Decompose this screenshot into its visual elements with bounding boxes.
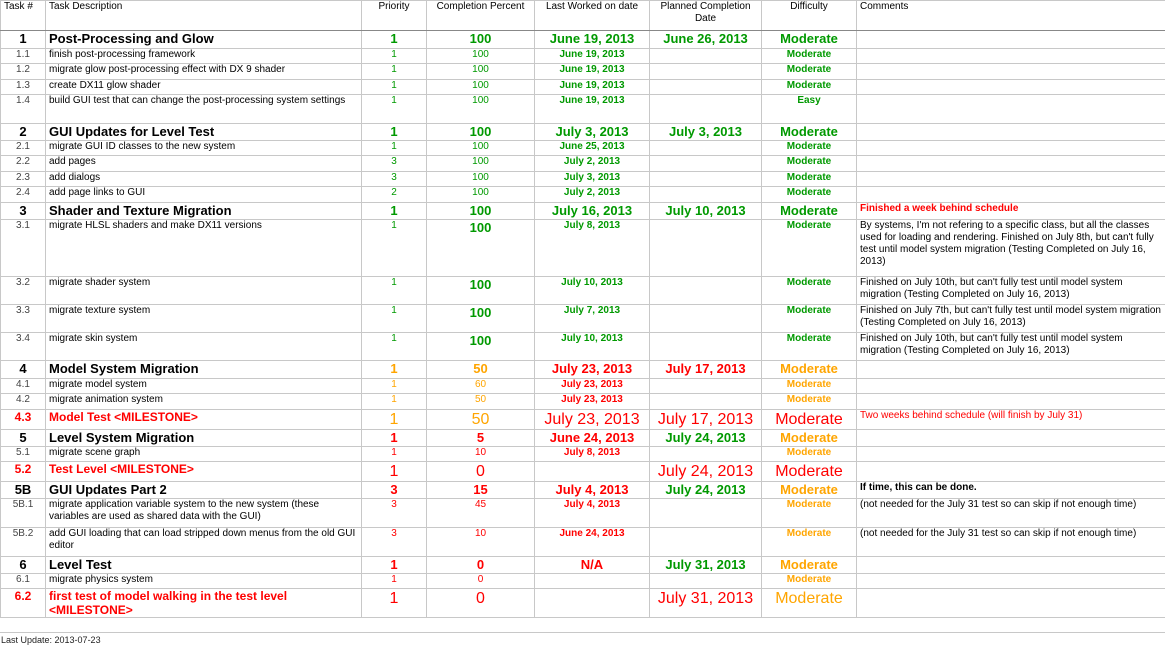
cell-completion[interactable]: 100: [427, 156, 535, 172]
cell-difficulty[interactable]: Moderate: [762, 588, 857, 618]
cell-completion[interactable]: 100: [427, 332, 535, 360]
cell-difficulty[interactable]: Moderate: [762, 156, 857, 172]
cell-description[interactable]: Post-Processing and Glow: [46, 31, 362, 49]
cell-priority[interactable]: 1: [362, 49, 427, 64]
cell-priority[interactable]: 1: [362, 219, 427, 276]
cell-completion[interactable]: 100: [427, 124, 535, 141]
task-group-row: [1, 556, 1165, 573]
cell-task-id[interactable]: 1: [1, 31, 46, 49]
cell-completion[interactable]: 100: [427, 49, 535, 64]
table-row: [1, 80, 1165, 95]
cell-planned[interactable]: [650, 187, 762, 203]
cell-planned[interactable]: July 10, 2013: [650, 203, 762, 220]
cell-task-id[interactable]: 3: [1, 203, 46, 220]
cell-task-id[interactable]: 4: [1, 360, 46, 378]
cell-completion[interactable]: 60: [427, 378, 535, 393]
cell-last-worked[interactable]: July 23, 2013: [535, 378, 650, 393]
cell-planned[interactable]: July 17, 2013: [650, 409, 762, 429]
cell-task-id[interactable]: 6.2: [1, 588, 46, 618]
cell-completion[interactable]: 100: [427, 95, 535, 124]
cell-difficulty[interactable]: Moderate: [762, 573, 857, 588]
cell-difficulty[interactable]: Moderate: [762, 64, 857, 80]
cell-priority[interactable]: 3: [362, 156, 427, 172]
header-task[interactable]: Task #: [1, 1, 46, 31]
cell-completion[interactable]: 100: [427, 203, 535, 220]
task-group-row: [1, 31, 1165, 49]
table-row: [1, 378, 1165, 393]
cell-task-id[interactable]: 2.4: [1, 187, 46, 203]
cell-planned[interactable]: July 31, 2013: [650, 556, 762, 573]
table-row: [1, 141, 1165, 156]
cell-comments[interactable]: [857, 156, 1165, 172]
cell-comments[interactable]: [857, 461, 1165, 481]
header-row: [1, 1, 1165, 31]
cell-task-id[interactable]: 5.2: [1, 461, 46, 481]
header-comments[interactable]: Comments: [857, 1, 1165, 31]
cell-task-id[interactable]: 5B: [1, 481, 46, 498]
table-row: [1, 573, 1165, 588]
cell-priority[interactable]: 1: [362, 360, 427, 378]
header-priority[interactable]: Priority: [362, 1, 427, 31]
cell-last-worked[interactable]: June 24, 2013: [535, 527, 650, 556]
cell-comments[interactable]: [857, 588, 1165, 618]
cell-last-worked[interactable]: July 4, 2013: [535, 498, 650, 527]
cell-task-id[interactable]: 5B.2: [1, 527, 46, 556]
cell-description[interactable]: GUI Updates Part 2: [46, 481, 362, 498]
cell-planned[interactable]: [650, 276, 762, 304]
header-completion[interactable]: Completion Percent: [427, 1, 535, 31]
cell-planned[interactable]: [650, 141, 762, 156]
cell-difficulty[interactable]: Moderate: [762, 527, 857, 556]
table-row: [1, 187, 1165, 203]
table-row: [1, 172, 1165, 187]
cell-difficulty[interactable]: Moderate: [762, 332, 857, 360]
cell-priority[interactable]: 1: [362, 31, 427, 49]
cell-priority[interactable]: 1: [362, 429, 427, 446]
cell-planned[interactable]: [650, 49, 762, 64]
cell-last-worked[interactable]: June 25, 2013: [535, 141, 650, 156]
cell-difficulty[interactable]: Moderate: [762, 124, 857, 141]
cell-priority[interactable]: 1: [362, 393, 427, 409]
cell-priority[interactable]: 3: [362, 481, 427, 498]
cell-task-id[interactable]: 1.1: [1, 49, 46, 64]
cell-completion[interactable]: 100: [427, 31, 535, 49]
cell-priority[interactable]: 1: [362, 304, 427, 332]
cell-task-id[interactable]: 1.3: [1, 80, 46, 95]
cell-completion[interactable]: 100: [427, 80, 535, 95]
cell-difficulty[interactable]: Moderate: [762, 276, 857, 304]
cell-completion[interactable]: 100: [427, 276, 535, 304]
cell-description[interactable]: Model Test <MILESTONE>: [46, 409, 362, 429]
cell-description[interactable]: first test of model walking in the test level <MILESTONE>: [46, 588, 362, 618]
cell-planned[interactable]: July 3, 2013: [650, 124, 762, 141]
cell-planned[interactable]: [650, 498, 762, 527]
cell-planned[interactable]: [650, 446, 762, 461]
cell-planned[interactable]: [650, 378, 762, 393]
cell-last-worked[interactable]: [535, 573, 650, 588]
cell-last-worked[interactable]: July 3, 2013: [535, 124, 650, 141]
cell-completion[interactable]: 0: [427, 556, 535, 573]
cell-last-worked[interactable]: June 19, 2013: [535, 95, 650, 124]
task-group-row: [1, 124, 1165, 141]
cell-task-id[interactable]: 2: [1, 124, 46, 141]
cell-difficulty[interactable]: Moderate: [762, 556, 857, 573]
cell-comments[interactable]: [857, 378, 1165, 393]
cell-description[interactable]: add page links to GUI: [46, 187, 362, 203]
cell-description[interactable]: Level Test: [46, 556, 362, 573]
cell-completion[interactable]: 45: [427, 498, 535, 527]
cell-comments[interactable]: Finished a week behind schedule: [857, 203, 1165, 220]
footer-divider: [0, 632, 1165, 633]
cell-difficulty[interactable]: Moderate: [762, 429, 857, 446]
cell-description[interactable]: migrate scene graph: [46, 446, 362, 461]
cell-description[interactable]: migrate skin system: [46, 332, 362, 360]
table-row: [1, 95, 1165, 124]
cell-priority[interactable]: 1: [362, 409, 427, 429]
cell-priority[interactable]: 1: [362, 95, 427, 124]
cell-planned[interactable]: July 24, 2013: [650, 461, 762, 481]
cell-comments[interactable]: [857, 573, 1165, 588]
milestone-row: [1, 409, 1165, 429]
cell-priority[interactable]: 3: [362, 172, 427, 187]
cell-priority[interactable]: 1: [362, 556, 427, 573]
cell-description[interactable]: migrate physics system: [46, 573, 362, 588]
cell-priority[interactable]: 1: [362, 332, 427, 360]
cell-priority[interactable]: 1: [362, 64, 427, 80]
cell-comments[interactable]: [857, 124, 1165, 141]
cell-description[interactable]: build GUI test that can change the post-processing system settings: [46, 95, 362, 124]
cell-last-worked[interactable]: [535, 461, 650, 481]
cell-difficulty[interactable]: Moderate: [762, 203, 857, 220]
cell-priority[interactable]: 1: [362, 446, 427, 461]
cell-difficulty[interactable]: Easy: [762, 95, 857, 124]
cell-task-id[interactable]: 4.1: [1, 378, 46, 393]
cell-last-worked[interactable]: July 10, 2013: [535, 332, 650, 360]
cell-difficulty[interactable]: Moderate: [762, 446, 857, 461]
cell-description[interactable]: migrate shader system: [46, 276, 362, 304]
cell-last-worked[interactable]: [535, 588, 650, 618]
cell-comments[interactable]: [857, 360, 1165, 378]
cell-planned[interactable]: [650, 527, 762, 556]
cell-completion[interactable]: 15: [427, 481, 535, 498]
cell-completion[interactable]: 10: [427, 527, 535, 556]
cell-priority[interactable]: 1: [362, 276, 427, 304]
table-row: [1, 393, 1165, 409]
cell-completion[interactable]: 0: [427, 573, 535, 588]
cell-difficulty[interactable]: Moderate: [762, 360, 857, 378]
cell-comments[interactable]: [857, 141, 1165, 156]
cell-last-worked[interactable]: June 19, 2013: [535, 64, 650, 80]
cell-description[interactable]: Test Level <MILESTONE>: [46, 461, 362, 481]
task-group-row: [1, 481, 1165, 498]
cell-priority[interactable]: 1: [362, 573, 427, 588]
cell-difficulty[interactable]: Moderate: [762, 481, 857, 498]
cell-planned[interactable]: July 24, 2013: [650, 429, 762, 446]
cell-planned[interactable]: July 31, 2013: [650, 588, 762, 618]
cell-completion[interactable]: 0: [427, 588, 535, 618]
last-update-note: Last Update: 2013-07-23: [1, 635, 101, 645]
cell-description[interactable]: migrate model system: [46, 378, 362, 393]
cell-description[interactable]: migrate animation system: [46, 393, 362, 409]
cell-comments[interactable]: (not needed for the July 31 test so can skip if not enough time): [857, 527, 1165, 556]
cell-difficulty[interactable]: Moderate: [762, 498, 857, 527]
cell-task-id[interactable]: 3.2: [1, 276, 46, 304]
cell-difficulty[interactable]: Moderate: [762, 461, 857, 481]
cell-description[interactable]: migrate texture system: [46, 304, 362, 332]
milestone-row: [1, 461, 1165, 481]
cell-planned[interactable]: [650, 172, 762, 187]
cell-planned[interactable]: [650, 64, 762, 80]
cell-comments[interactable]: By systems, I'm not refering to a specific class, but all the classes used for loading and rendering. Finished on July 8th, but can't fully test until model system migration (Testing Completed on July 16, 2013): [857, 219, 1165, 276]
table-row: [1, 276, 1165, 304]
cell-completion[interactable]: 50: [427, 409, 535, 429]
cell-task-id[interactable]: 6: [1, 556, 46, 573]
header-description[interactable]: Task Description: [46, 1, 362, 31]
cell-last-worked[interactable]: July 10, 2013: [535, 276, 650, 304]
cell-last-worked[interactable]: July 23, 2013: [535, 393, 650, 409]
cell-task-id[interactable]: 4.3: [1, 409, 46, 429]
cell-difficulty[interactable]: Moderate: [762, 304, 857, 332]
cell-last-worked[interactable]: June 24, 2013: [535, 429, 650, 446]
cell-comments[interactable]: [857, 393, 1165, 409]
cell-last-worked[interactable]: July 23, 2013: [535, 409, 650, 429]
cell-completion[interactable]: 100: [427, 187, 535, 203]
cell-description[interactable]: migrate GUI ID classes to the new system: [46, 141, 362, 156]
table-row: [1, 332, 1165, 360]
cell-comments[interactable]: Two weeks behind schedule (will finish by July 31): [857, 409, 1165, 429]
cell-task-id[interactable]: 3.3: [1, 304, 46, 332]
cell-planned[interactable]: [650, 219, 762, 276]
cell-comments[interactable]: [857, 446, 1165, 461]
cell-description[interactable]: add pages: [46, 156, 362, 172]
cell-priority[interactable]: 2: [362, 187, 427, 203]
cell-completion[interactable]: 100: [427, 141, 535, 156]
cell-difficulty[interactable]: Moderate: [762, 409, 857, 429]
cell-difficulty[interactable]: Moderate: [762, 49, 857, 64]
cell-last-worked[interactable]: July 2, 2013: [535, 187, 650, 203]
cell-difficulty[interactable]: Moderate: [762, 378, 857, 393]
task-group-row: [1, 203, 1165, 220]
cell-priority[interactable]: 1: [362, 80, 427, 95]
cell-comments[interactable]: [857, 429, 1165, 446]
cell-description[interactable]: add GUI loading that can load stripped down menus from the old GUI editor: [46, 527, 362, 556]
cell-last-worked[interactable]: June 19, 2013: [535, 31, 650, 49]
cell-completion[interactable]: 100: [427, 172, 535, 187]
cell-priority[interactable]: 1: [362, 203, 427, 220]
cell-description[interactable]: migrate HLSL shaders and make DX11 versions: [46, 219, 362, 276]
cell-comments[interactable]: (not needed for the July 31 test so can skip if not enough time): [857, 498, 1165, 527]
table-row: [1, 49, 1165, 64]
task-rows: [1, 31, 1165, 618]
cell-comments[interactable]: [857, 172, 1165, 187]
cell-description[interactable]: create DX11 glow shader: [46, 80, 362, 95]
cell-last-worked[interactable]: July 2, 2013: [535, 156, 650, 172]
cell-last-worked[interactable]: July 3, 2013: [535, 172, 650, 187]
table-row: [1, 156, 1165, 172]
cell-comments[interactable]: [857, 95, 1165, 124]
cell-planned[interactable]: [650, 80, 762, 95]
cell-task-id[interactable]: 1.2: [1, 64, 46, 80]
header-planned[interactable]: Planned Completion Date: [650, 1, 762, 31]
cell-comments[interactable]: Finished on July 10th, but can't fully test until model system migration (Testing Completed on July 16, 2013): [857, 332, 1165, 360]
table-row: [1, 64, 1165, 80]
table-row: [1, 527, 1165, 556]
cell-planned[interactable]: [650, 95, 762, 124]
cell-priority[interactable]: 1: [362, 461, 427, 481]
cell-difficulty[interactable]: Moderate: [762, 172, 857, 187]
cell-task-id[interactable]: 5B.1: [1, 498, 46, 527]
cell-task-id[interactable]: 5.1: [1, 446, 46, 461]
cell-description[interactable]: add dialogs: [46, 172, 362, 187]
cell-task-id[interactable]: 4.2: [1, 393, 46, 409]
cell-difficulty[interactable]: Moderate: [762, 219, 857, 276]
cell-task-id[interactable]: 2.2: [1, 156, 46, 172]
cell-last-worked[interactable]: July 8, 2013: [535, 219, 650, 276]
cell-difficulty[interactable]: Moderate: [762, 187, 857, 203]
cell-description[interactable]: finish post-processing framework: [46, 49, 362, 64]
table-row: [1, 498, 1165, 527]
header-difficulty[interactable]: Difficulty: [762, 1, 857, 31]
cell-planned[interactable]: [650, 156, 762, 172]
cell-comments[interactable]: [857, 187, 1165, 203]
cell-completion[interactable]: 0: [427, 461, 535, 481]
cell-planned[interactable]: [650, 304, 762, 332]
cell-priority[interactable]: 1: [362, 124, 427, 141]
cell-comments[interactable]: If time, this can be done.: [857, 481, 1165, 498]
cell-priority[interactable]: 3: [362, 498, 427, 527]
cell-description[interactable]: Shader and Texture Migration: [46, 203, 362, 220]
cell-priority[interactable]: 1: [362, 141, 427, 156]
cell-last-worked[interactable]: July 4, 2013: [535, 481, 650, 498]
milestone-row: [1, 588, 1165, 618]
table-row: [1, 219, 1165, 276]
cell-planned[interactable]: [650, 393, 762, 409]
cell-planned[interactable]: [650, 573, 762, 588]
cell-description[interactable]: GUI Updates for Level Test: [46, 124, 362, 141]
cell-last-worked[interactable]: June 19, 2013: [535, 80, 650, 95]
cell-task-id[interactable]: 3.1: [1, 219, 46, 276]
cell-comments[interactable]: [857, 64, 1165, 80]
cell-planned[interactable]: July 24, 2013: [650, 481, 762, 498]
cell-task-id[interactable]: 6.1: [1, 573, 46, 588]
cell-task-id[interactable]: 1.4: [1, 95, 46, 124]
cell-comments[interactable]: Finished on July 7th, but can't fully test until model system migration (Testing Completed on July 16, 2013): [857, 304, 1165, 332]
cell-comments[interactable]: [857, 49, 1165, 64]
cell-last-worked[interactable]: July 8, 2013: [535, 446, 650, 461]
cell-last-worked[interactable]: July 16, 2013: [535, 203, 650, 220]
cell-priority[interactable]: 1: [362, 378, 427, 393]
cell-comments[interactable]: Finished on July 10th, but can't fully test until model system migration (Testing Completed on July 16, 2013): [857, 276, 1165, 304]
cell-comments[interactable]: [857, 556, 1165, 573]
cell-last-worked[interactable]: N/A: [535, 556, 650, 573]
cell-completion[interactable]: 100: [427, 219, 535, 276]
cell-priority[interactable]: 1: [362, 588, 427, 618]
cell-priority[interactable]: 3: [362, 527, 427, 556]
cell-difficulty[interactable]: Moderate: [762, 80, 857, 95]
cell-planned[interactable]: [650, 332, 762, 360]
cell-last-worked[interactable]: July 23, 2013: [535, 360, 650, 378]
cell-last-worked[interactable]: July 7, 2013: [535, 304, 650, 332]
cell-description[interactable]: Level System Migration: [46, 429, 362, 446]
cell-completion[interactable]: 100: [427, 64, 535, 80]
cell-comments[interactable]: [857, 80, 1165, 95]
cell-last-worked[interactable]: June 19, 2013: [535, 49, 650, 64]
cell-difficulty[interactable]: Moderate: [762, 393, 857, 409]
cell-completion[interactable]: 50: [427, 393, 535, 409]
table-row: [1, 304, 1165, 332]
header-last-worked[interactable]: Last Worked on date: [535, 1, 650, 31]
cell-task-id[interactable]: 2.3: [1, 172, 46, 187]
cell-planned[interactable]: July 17, 2013: [650, 360, 762, 378]
cell-description[interactable]: migrate application variable system to the new system (these variables are used as shared data with the GUI): [46, 498, 362, 527]
task-group-row: [1, 429, 1165, 446]
cell-completion[interactable]: 100: [427, 304, 535, 332]
cell-task-id[interactable]: 2.1: [1, 141, 46, 156]
cell-difficulty[interactable]: Moderate: [762, 31, 857, 49]
task-group-row: [1, 360, 1165, 378]
cell-comments[interactable]: [857, 31, 1165, 49]
cell-completion[interactable]: 10: [427, 446, 535, 461]
cell-difficulty[interactable]: Moderate: [762, 141, 857, 156]
cell-task-id[interactable]: 3.4: [1, 332, 46, 360]
table-row: [1, 446, 1165, 461]
cell-completion[interactable]: 5: [427, 429, 535, 446]
cell-completion[interactable]: 50: [427, 360, 535, 378]
cell-description[interactable]: migrate glow post-processing effect with DX 9 shader: [46, 64, 362, 80]
cell-description[interactable]: Model System Migration: [46, 360, 362, 378]
cell-planned[interactable]: June 26, 2013: [650, 31, 762, 49]
cell-task-id[interactable]: 5: [1, 429, 46, 446]
